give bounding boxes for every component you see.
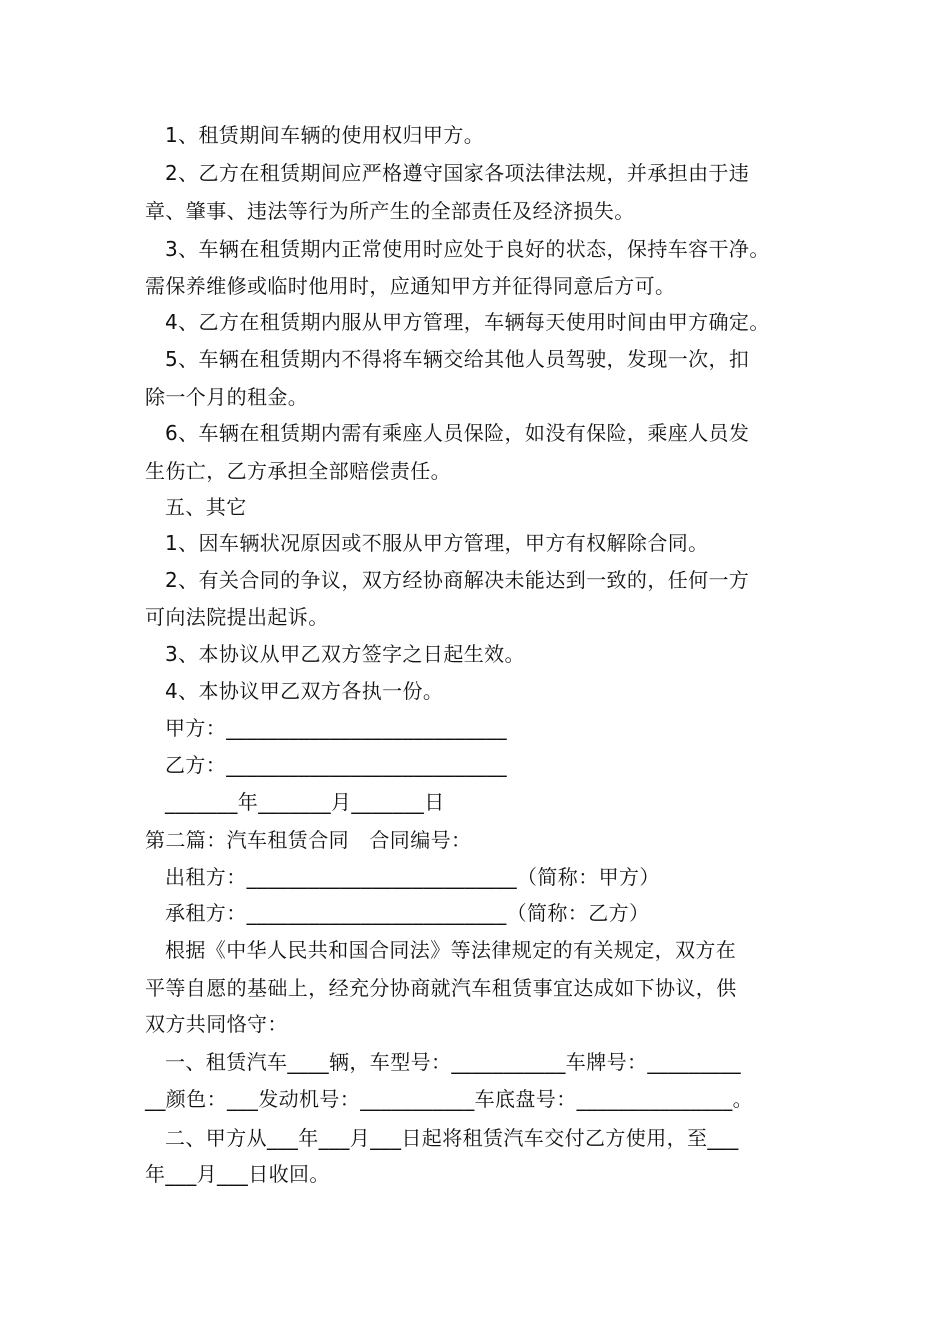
article-2-line-1: 二、甲方从___年___月___日起将租赁汽车交付乙方使用，至___ [165, 1126, 739, 1150]
other-clause-2-line-1: 2、有关合同的争议，双方经协商解决未能达到一致的，任何一方 [165, 568, 750, 592]
article-1-line-1: 一、租赁汽车____辆，车型号：___________车牌号：_________ [165, 1050, 741, 1074]
article-1-line-2: __颜色：___发动机号：___________车底盘号：_______________。 [145, 1087, 753, 1111]
preamble-line-1: 根据《中华人民共和国合同法》等法律规定的有关规定，双方在 [165, 938, 737, 962]
clause-2-line-2: 章、肇事、违法等行为所产生的全部责任及经济损失。 [145, 199, 635, 223]
other-clause-2-line-2: 可向法院提出起诉。 [145, 605, 329, 629]
clause-6-line-2: 生伤亡，乙方承担全部赔偿责任。 [145, 459, 451, 483]
section-heading-other: 五、其它 [165, 495, 247, 519]
article-2-line-2: 年___月___日收回。 [145, 1162, 330, 1186]
clause-5-line-2: 除一个月的租金。 [145, 385, 309, 409]
signature-party-b: 乙方：___________________________ [165, 753, 507, 777]
clause-1-use-right: 1、租赁期间车辆的使用权归甲方。 [165, 123, 485, 147]
clause-4: 4、乙方在租赁期内服从甲方管理，车辆每天使用时间由甲方确定。 [165, 310, 770, 334]
lessor-line: 出租方：__________________________（简称：甲方） [165, 865, 660, 889]
other-clause-4: 4、本协议甲乙双方各执一份。 [165, 679, 444, 703]
clause-6-line-1: 6、车辆在租赁期内需有乘座人员保险，如没有保险，乘座人员发 [165, 421, 750, 445]
preamble-line-3: 双方共同恪守： [145, 1012, 288, 1036]
other-clause-3: 3、本协议从甲乙双方签字之日起生效。 [165, 642, 525, 666]
lessee-line: 承租方：_________________________（简称：乙方） [165, 901, 650, 925]
clause-5-line-1: 5、车辆在租赁期内不得将车辆交给其他人员驾驶，发现一次，扣 [165, 347, 750, 371]
clause-3-line-2: 需保养维修或临时他用时，应通知甲方并征得同意后方可。 [145, 274, 676, 298]
signature-date: _______年_______月_______日 [165, 790, 445, 814]
other-clause-1: 1、因车辆状况原因或不服从甲方管理，甲方有权解除合同。 [165, 531, 709, 555]
second-contract-title: 第二篇：汽车租赁合同 合同编号： [145, 828, 472, 852]
signature-party-a: 甲方：___________________________ [165, 716, 507, 740]
clause-2-line-1: 2、乙方在租赁期间应严格遵守国家各项法律法规，并承担由于违 [165, 161, 750, 185]
preamble-line-2: 平等自愿的基础上，经充分协商就汽车租赁事宜达成如下协议，供 [145, 976, 737, 1000]
clause-3-line-1: 3、车辆在租赁期内正常使用时应处于良好的状态，保持车容干净。 [165, 237, 770, 261]
